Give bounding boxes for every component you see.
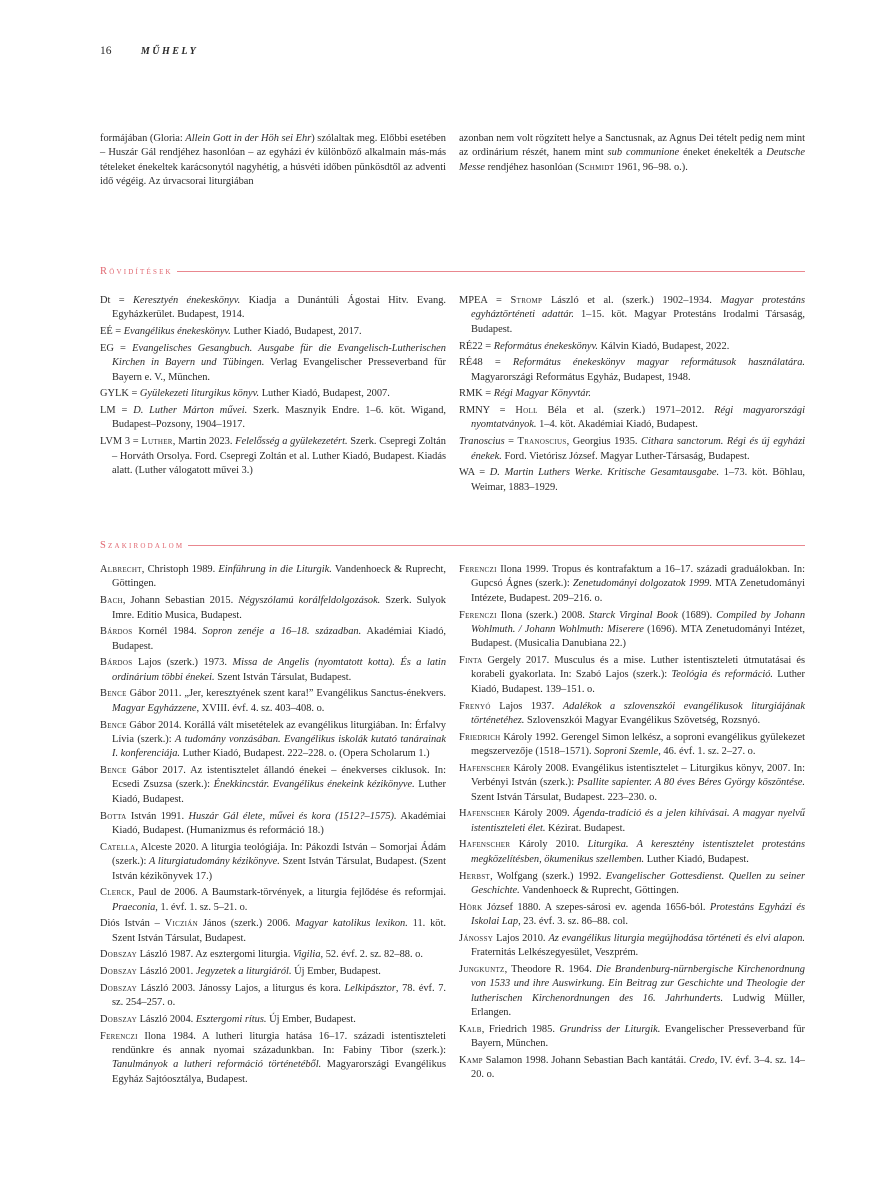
bibliography-entry bbox=[100, 886, 446, 915]
bibliography-entry bbox=[459, 466, 805, 495]
italic-text: Compiled by Johann Wohlmuth. / Johann Wohlmuth: Miserere bbox=[471, 609, 806, 635]
author-name: Dobszay bbox=[100, 982, 137, 994]
text-run: Vandenhoeck & Ruprecht, Göttingen. bbox=[112, 564, 446, 590]
italic-text: Esztergomi rítus. bbox=[195, 1013, 267, 1025]
text-run: formájában (Gloria: bbox=[100, 133, 186, 144]
text-run: Kornél 1984. bbox=[132, 626, 203, 638]
text-run: László 2001. bbox=[136, 966, 196, 978]
italic-text: Négyszólamú korálfeldolgozások. bbox=[238, 595, 381, 607]
text-run: , 1. évf. 1. sz. 5–21. o. bbox=[155, 901, 248, 913]
bibliography-entry bbox=[459, 654, 805, 697]
text-run: , XVIII. évf. 4. sz. 403–408. o. bbox=[196, 702, 325, 714]
section-title: Rövidítések bbox=[100, 266, 173, 277]
italic-text: Énekkincstár. Evangélikus énekeink kézikönyve. bbox=[213, 779, 415, 791]
bibliography-entry bbox=[459, 435, 805, 464]
author-name: Dobszay bbox=[100, 1013, 137, 1025]
author-name: Bárdos bbox=[100, 626, 133, 638]
author-name: Dobszay bbox=[100, 949, 137, 961]
section-title: Szakirodalom bbox=[100, 540, 185, 551]
text-run: LM = bbox=[100, 405, 134, 417]
text-run: Béla et al. (szerk.) 1971–2012. bbox=[537, 405, 715, 417]
bibliography-entry bbox=[459, 901, 805, 930]
text-run: MTA Zenetudományi Intézete, Budapest. 209–216. o. bbox=[471, 578, 805, 604]
text-run: László et al. (szerk.) 1902–1934. bbox=[542, 295, 721, 306]
bibliography-entry bbox=[100, 325, 446, 339]
text-run: Vandenhoeck & Ruprecht, Göttingen. bbox=[519, 884, 679, 896]
author-name: Stromp bbox=[510, 295, 543, 306]
bibliography-entry bbox=[100, 563, 446, 592]
italic-text: Die Brandenburg-nürnbergische Kirchenordnung von 1533 und ihre Auswirkung. Ein Beitrag zur Geschichte und Theologie der lutherischen Kirchenordnungen des 16. Jahrhunderts. bbox=[471, 963, 805, 1004]
italic-text: Credo bbox=[689, 1054, 715, 1066]
italic-text: Tanulmányok a lutheri reformáció történetéből. bbox=[112, 1059, 322, 1071]
text-run: , Christoph 1989. bbox=[141, 564, 219, 575]
intro-paragraph-left bbox=[100, 132, 446, 190]
text-run: Luther Kiadó, Budapest. bbox=[644, 853, 749, 865]
author-name: Frenyó bbox=[459, 700, 491, 712]
text-run: Gábor 2011. „Jer, keresztyének szent kara!” Evangélikus Sanctus-énekvers. bbox=[126, 688, 446, 700]
text-run: , 78. évf. 7. sz. 254–257. o. bbox=[112, 982, 446, 1009]
bibliography-entry bbox=[100, 764, 446, 807]
text-run: Szerk. Sulyok Imre. Editio Musica, Budapest. bbox=[112, 595, 446, 621]
bibliography-entry bbox=[100, 625, 446, 654]
text-run: János (szerk.) 2006. bbox=[198, 918, 296, 930]
text-run: Gergely 2017. Musculus és a mise. Luther istentiszteleti útmutatásai és korabeli gyakorlata. In: Szabó Lajos (szerk.): bbox=[471, 655, 805, 681]
text-run: 1961, 96–98. o.). bbox=[614, 161, 688, 173]
text-run: Károly 2008. Evangélikus istentisztelet – Liturgikus könyv, 2007. In: Verbényi István (szerk.): bbox=[471, 762, 805, 789]
italic-text: Adalékok a szlovenszkói evangélikusok liturgiájának történetéhez. bbox=[471, 700, 805, 726]
bibliography-entry bbox=[459, 700, 805, 729]
bibliography-entry bbox=[459, 563, 805, 606]
bibliography-entry bbox=[100, 948, 446, 962]
author-name: Herbst bbox=[459, 870, 491, 882]
author-name: Bach bbox=[100, 595, 123, 607]
text-run: , 46. évf. 1. sz. 2–27. o. bbox=[658, 746, 756, 758]
author-name: Ferenczi bbox=[459, 564, 497, 575]
italic-text: Régi Magyar Könyvtár. bbox=[493, 388, 591, 400]
author-name: Tranoscius bbox=[517, 436, 567, 448]
text-run: Dt = bbox=[100, 295, 133, 306]
text-run: Fraternitás Lelkészegyesület, Veszprém. bbox=[471, 947, 639, 959]
bibliography-entry bbox=[100, 917, 446, 946]
text-run: Szent István Társulat, Budapest. bbox=[214, 671, 352, 683]
text-run: (1696). MTA Zenetudományi Intézet, Budapest. (Musicalia Danubiana 22.) bbox=[471, 623, 806, 650]
text-run: Kiadja a Dunántúli Ágostai Hitv. Evang. Egyházkerület. Budapest, 1914. bbox=[112, 295, 446, 321]
running-title: MŰHELY bbox=[140, 46, 199, 57]
bibliography-entry bbox=[459, 963, 805, 1021]
italic-text: Huszár Gál élete, művei és kora (1512?–1575). bbox=[188, 810, 397, 822]
text-run: = bbox=[504, 436, 518, 448]
italic-text: Allein Gott in der Höh sei Ehr bbox=[185, 133, 312, 144]
italic-text: Zenetudományi dolgozatok 1999. bbox=[572, 578, 712, 590]
author-name: Jungkuntz bbox=[459, 963, 505, 975]
bibliography-entry bbox=[100, 719, 446, 762]
text-run: , 23. évf. 3. sz. 86–88. col. bbox=[518, 916, 629, 928]
text-run: RÉ48 = bbox=[459, 357, 513, 369]
author-name: Bence bbox=[100, 765, 127, 777]
text-run: GYLK = bbox=[100, 388, 140, 400]
bibliography-entry bbox=[100, 342, 446, 385]
italic-text: Régi magyarországi nyomtatványok. bbox=[471, 405, 805, 431]
bibliography-entry bbox=[459, 932, 805, 961]
italic-text: Grundriss der Liturgik. bbox=[559, 1023, 661, 1035]
text-run: László 1987. Az esztergomi liturgia. bbox=[136, 949, 293, 961]
text-run: RMNY = bbox=[459, 405, 516, 417]
bibliography-entry bbox=[100, 982, 446, 1011]
text-run: 1–4. köt. Akadémiai Kiadó, Budapest. bbox=[536, 419, 698, 431]
text-run: , Paul de 2006. A Baumstark-törvények, a liturgia fejlődése és reformjai. bbox=[131, 887, 446, 899]
text-run: Magyarországi Evangélikus Egyház Sajtóosztálya, Budapest. bbox=[112, 1059, 446, 1085]
italic-text: Keresztyén énekeskönyv. bbox=[132, 295, 241, 306]
bibliography-entry bbox=[100, 294, 446, 323]
text-run: Szerk. Masznyik Endre. 1–6. köt. Wigand, Budapest–Pozsony, 1904–1917. bbox=[112, 405, 446, 431]
section-rule bbox=[177, 271, 805, 272]
author-name: Hafenscher bbox=[459, 762, 511, 774]
bibliography-entry bbox=[459, 404, 805, 433]
text-run: Magyarországi Református Egyház, Budapest, 1948. bbox=[471, 371, 691, 383]
bibliography-entry bbox=[100, 965, 446, 979]
italic-text: Protestáns Egyházi és Iskolai Lap bbox=[471, 901, 806, 928]
bibliography-entry bbox=[459, 294, 805, 337]
text-run: Evangelischer Presseverband für Bayern, München. bbox=[471, 1023, 805, 1050]
italic-text: Starck Virginal Book bbox=[588, 609, 678, 621]
author-name: Viczián bbox=[164, 918, 199, 930]
text-run: RMK = bbox=[459, 388, 494, 400]
text-run: József 1880. A szepes-sárosi ev. agenda 1656-ból. bbox=[482, 901, 710, 913]
text-run: rendjéhez hasonlóan ( bbox=[484, 161, 579, 173]
text-run: Ilona (szerk.) 2008. bbox=[496, 609, 589, 621]
text-run: , Martin 2023. bbox=[172, 436, 236, 448]
text-run: , Theodore R. 1964. bbox=[504, 963, 596, 975]
text-run: Luther Kiadó, Budapest, 2007. bbox=[259, 388, 390, 400]
bibliography-entry bbox=[100, 656, 446, 685]
text-run: Luther Kiadó, Budapest, 2017. bbox=[230, 326, 362, 338]
bibliography-entry bbox=[459, 340, 805, 354]
italic-text: Soproni Szemle bbox=[594, 746, 659, 758]
bibliography-entry bbox=[459, 807, 805, 836]
author-name: Bence bbox=[100, 688, 127, 700]
author-name: Bárdos bbox=[100, 657, 133, 669]
author-name: Hörk bbox=[459, 901, 483, 913]
author-name: Kamp bbox=[459, 1054, 483, 1066]
text-run: Akadémiai Kiadó, Budapest. bbox=[112, 626, 447, 652]
italic-text: Teológia és reformáció. bbox=[671, 669, 774, 681]
author-name: Hafenscher bbox=[459, 808, 511, 820]
text-run: 1–73. köt. Böhlau, Weimar, 1883–1929. bbox=[471, 467, 806, 493]
text-run: MPEA = bbox=[459, 295, 511, 306]
bibliography-entry bbox=[459, 1023, 805, 1052]
author-name: Clerck bbox=[100, 887, 132, 899]
author-name: Luther bbox=[141, 436, 173, 448]
abbreviations-right bbox=[459, 294, 805, 497]
text-run: Szent István Társulat, Budapest. (Szent István kézikönyvek 17.) bbox=[112, 856, 447, 882]
text-run: Luther Kiadó, Budapest. bbox=[112, 779, 447, 805]
italic-text: Evangélikus énekeskönyv. bbox=[123, 326, 231, 338]
text-run: éneket énekelték a bbox=[679, 147, 767, 159]
text-run: EÉ = bbox=[100, 326, 124, 338]
italic-text: Az evangélikus liturgia megújhodása történeti és elvi alapon. bbox=[548, 932, 805, 944]
author-name: Finta bbox=[459, 655, 483, 667]
author-name: Jánossy bbox=[459, 932, 494, 944]
page-number: 16 bbox=[100, 45, 112, 57]
italic-text: Praeconia bbox=[112, 901, 156, 913]
author-name: Dobszay bbox=[100, 966, 137, 978]
intro-paragraph-right bbox=[459, 132, 805, 175]
italic-text: Missa de Angelis (nyomtatott kotta). És a latin ordinárium többi énekei. bbox=[112, 657, 447, 683]
italic-text: Magyar protestáns egyháztörténeti adattár. bbox=[471, 295, 805, 321]
author-name: Hafenscher bbox=[459, 839, 511, 851]
bibliography-entry bbox=[100, 435, 446, 478]
italic-text: Evangelischer Gottesdienst. Quellen zu seiner Geschichte. bbox=[471, 870, 805, 896]
bibliography-entry bbox=[459, 1054, 805, 1083]
text-run: Lajos 1937. bbox=[490, 700, 563, 712]
italic-text: D. Luther Márton művei. bbox=[133, 405, 248, 417]
text-run: EG = bbox=[100, 342, 133, 354]
text-run: Szlovenszkói Magyar Evangélikus Szövetség, Rozsnyó. bbox=[524, 714, 761, 726]
text-run: (1689). bbox=[677, 609, 717, 621]
bibliography-entry bbox=[100, 1013, 446, 1027]
author-name: Friedrich bbox=[459, 731, 501, 743]
author-name: Schmidt bbox=[578, 161, 615, 173]
italic-text: Cithara sanctorum. Régi és új egyházi énekek. bbox=[471, 436, 805, 462]
text-run: azonban nem volt rögzített helye a Sanctusnak, az Agnus Dei tételt pedig nem mint az ordinárium részét, hanem mint bbox=[459, 133, 805, 159]
bibliography-entry bbox=[459, 356, 805, 385]
author-name: Bence bbox=[100, 719, 127, 731]
author-name: Ferenczi bbox=[100, 1030, 138, 1042]
italic-text: Vigilia bbox=[293, 949, 321, 961]
italic-text: Einführung in die Liturgik. bbox=[218, 564, 332, 575]
text-run: RÉ22 = bbox=[459, 340, 494, 352]
text-run: István 1991. bbox=[126, 810, 189, 822]
text-run: Gábor 2014. Korállá vált misetételek az evangélikus liturgiában. In: Érfalvy Lívia (szerk.): bbox=[112, 719, 446, 745]
bibliography-entry bbox=[100, 387, 446, 401]
literature-left bbox=[100, 563, 446, 1090]
intro-left-column bbox=[100, 132, 446, 190]
author-name: Albrecht bbox=[100, 564, 142, 575]
author-name: Botta bbox=[100, 810, 127, 822]
text-run: László 2003. Jánossy Lajos, a liturgus és kora. bbox=[136, 982, 345, 994]
text-run: , Wolfgang (szerk.) 1992. bbox=[490, 870, 606, 882]
abbreviations-heading bbox=[100, 266, 805, 277]
text-run: , Alceste 2020. A liturgia teológiája. In: Pákozdi István – Somorjai Ádám (szerk.): bbox=[112, 841, 446, 868]
author-name: Catella bbox=[100, 841, 136, 853]
text-run: Gábor 2017. Az istentisztelet állandó énekei – énekverses ciklusok. In: Ecsedi Zsuzsa (szerk.): bbox=[112, 765, 446, 791]
text-run: Károly 1992. Gerengel Simon lelkész, a soproni evangélikus gyülekezet megszervezője (1518–1571). bbox=[471, 731, 805, 758]
abbreviations-left bbox=[100, 294, 446, 481]
italic-text: D. Martin Luthers Werke. Kritische Gesamtausgabe. bbox=[489, 467, 720, 479]
italic-text: Tranoscius bbox=[459, 436, 505, 448]
italic-text: Magyar Egyházzene bbox=[112, 702, 197, 714]
bibliography-entry bbox=[100, 810, 446, 839]
bibliography-entry bbox=[459, 870, 805, 899]
text-run: Salamon 1998. Johann Sebastian Bach kantátái. bbox=[482, 1054, 690, 1066]
text-run: Akadémiai Kiadó, Budapest. (Humanizmus és reformáció 18.) bbox=[112, 810, 446, 836]
text-run: Verlag Evangelischer Presseverband für Bayern e. V., München. bbox=[112, 357, 446, 383]
bibliography-entry bbox=[100, 1030, 446, 1088]
text-run: Luther Kiadó, Budapest. 222–228. o. (Opera Scholarum 1.) bbox=[180, 748, 430, 760]
text-run: Diós István – bbox=[100, 918, 165, 930]
text-run: , 52. évf. 2. sz. 82–88. o. bbox=[320, 949, 423, 961]
running-header bbox=[100, 45, 198, 57]
text-run: WA = bbox=[459, 467, 490, 479]
bibliography-entry bbox=[459, 838, 805, 867]
italic-text: Psallite sapienter. A 80 éves Béres György köszöntése. bbox=[577, 777, 805, 789]
author-name: Ferenczi bbox=[459, 609, 497, 621]
text-run: Szerk. Csepregi Zoltán – Horváth Orsolya. Ford. Csepregi Zoltán et al. Luther Kiadó, Budapest. Kiadás alatt. (Luther válogatott művei 3.) bbox=[112, 436, 446, 476]
text-run: 1–15. köt. Magyar Protestáns Irodalmi Társaság, Budapest. bbox=[471, 309, 805, 335]
text-run: , Friedrich 1985. bbox=[481, 1023, 560, 1035]
text-run: , Georgius 1935. bbox=[566, 436, 642, 448]
italic-text: Liturgika. A keresztény istentisztelet protestáns megközelítésben, ökumenikus szellemben. bbox=[471, 839, 805, 865]
text-run: Kálvin Kiadó, Budapest, 2022. bbox=[597, 340, 730, 352]
text-run: Kézirat. Budapest. bbox=[545, 822, 626, 834]
italic-text: Felelősség a gyülekezetért. bbox=[235, 436, 348, 448]
text-run: Lajos 2010. bbox=[493, 932, 549, 944]
bibliography-entry bbox=[459, 609, 805, 652]
italic-text: A tudomány vonzásában. Evangélikus iskolák kutató tanárainak I. konferenciája. bbox=[112, 733, 446, 760]
literature-heading bbox=[100, 540, 805, 551]
bibliography-entry bbox=[100, 594, 446, 623]
italic-text: Deutsche Messe bbox=[459, 147, 805, 173]
italic-text: Jegyzetek a liturgiáról. bbox=[195, 966, 292, 978]
text-run: , Johann Sebastian 2015. bbox=[122, 595, 239, 607]
text-run: Lajos (szerk.) 1973. bbox=[132, 657, 233, 669]
text-run: Ludwig Müller, Erlangen. bbox=[471, 992, 805, 1019]
text-run: László 2004. bbox=[136, 1013, 196, 1025]
literature-right bbox=[459, 563, 805, 1085]
author-name: Kalb bbox=[459, 1023, 482, 1035]
italic-text: Ágenda-tradíció és a jelen kihívásai. A magyar nyelvű istentiszteleti élet. bbox=[471, 808, 805, 834]
text-run: Luther Kiadó, Budapest. 139–151. o. bbox=[471, 669, 805, 695]
text-run: Új Ember, Budapest. bbox=[266, 1013, 356, 1025]
text-run: , IV. évf. 3–4. sz. 14–20. o. bbox=[471, 1054, 805, 1081]
bibliography-entry bbox=[459, 387, 805, 401]
text-run: Szent István Társulat, Budapest. 223–230. o. bbox=[471, 791, 657, 803]
bibliography-entry bbox=[459, 762, 805, 805]
text-run: LVM 3 = bbox=[100, 436, 142, 448]
italic-text: Lelkipásztor bbox=[344, 982, 396, 994]
italic-text: Református énekeskönyv. bbox=[493, 340, 598, 352]
italic-text: Református énekeskönyv magyar reformátusok használatára. bbox=[512, 357, 805, 369]
text-run: Új Ember, Budapest. bbox=[291, 966, 381, 978]
bibliography-entry bbox=[459, 731, 805, 760]
intro-right-column bbox=[459, 132, 805, 175]
text-run: Károly 2010. bbox=[510, 839, 588, 851]
bibliography-entry bbox=[100, 687, 446, 716]
italic-text: Magyar katolikus lexikon. bbox=[295, 918, 408, 930]
italic-text: Evangelisches Gesangbuch. Ausgabe für die Evangelisch-Lutherischen Kirchen in Bayern und Tübingen. bbox=[112, 342, 446, 369]
text-run: Ford. Vietórisz József. Magyar Luther-Társaság, Budapest. bbox=[501, 450, 750, 462]
bibliography-entry bbox=[100, 841, 446, 884]
italic-text: Sopron zenéje a 16–18. században. bbox=[202, 626, 362, 638]
author-name: Holl bbox=[515, 405, 538, 417]
bibliography-entry bbox=[100, 404, 446, 433]
text-run: ) szólaltak meg. Előbbi esetében – Huszár Gál rendjéhez hasonlóan – az egyházi év különböző alkalmain más-más tételeket énekeltek karácsonytól nagyhétig, a húsvéti időben pünkösdtől az adventi idő végéig. Az úrvacsorai liturgiában bbox=[100, 133, 446, 188]
text-run: Károly 2009. bbox=[510, 808, 574, 820]
section-rule bbox=[188, 545, 805, 546]
text-run: 11. köt. Szent István Társulat, Budapest. bbox=[112, 918, 446, 944]
italic-text: sub communione bbox=[607, 147, 680, 159]
text-run: Ilona 1999. Tropus és kontrafaktum a 16–17. századi graduálokban. In: Gupcsó Ágnes (szerk.): bbox=[471, 564, 805, 590]
italic-text: A liturgiatudomány kézikönyve. bbox=[149, 856, 280, 868]
text-run: Ilona 1984. A lutheri liturgia hatása 16–17. századi istentiszteleti rendünkre és annak nyomai századunkban. In: Fabiny Tibor (szerk.): bbox=[112, 1030, 446, 1057]
italic-text: Gyülekezeti liturgikus könyv. bbox=[139, 388, 260, 400]
